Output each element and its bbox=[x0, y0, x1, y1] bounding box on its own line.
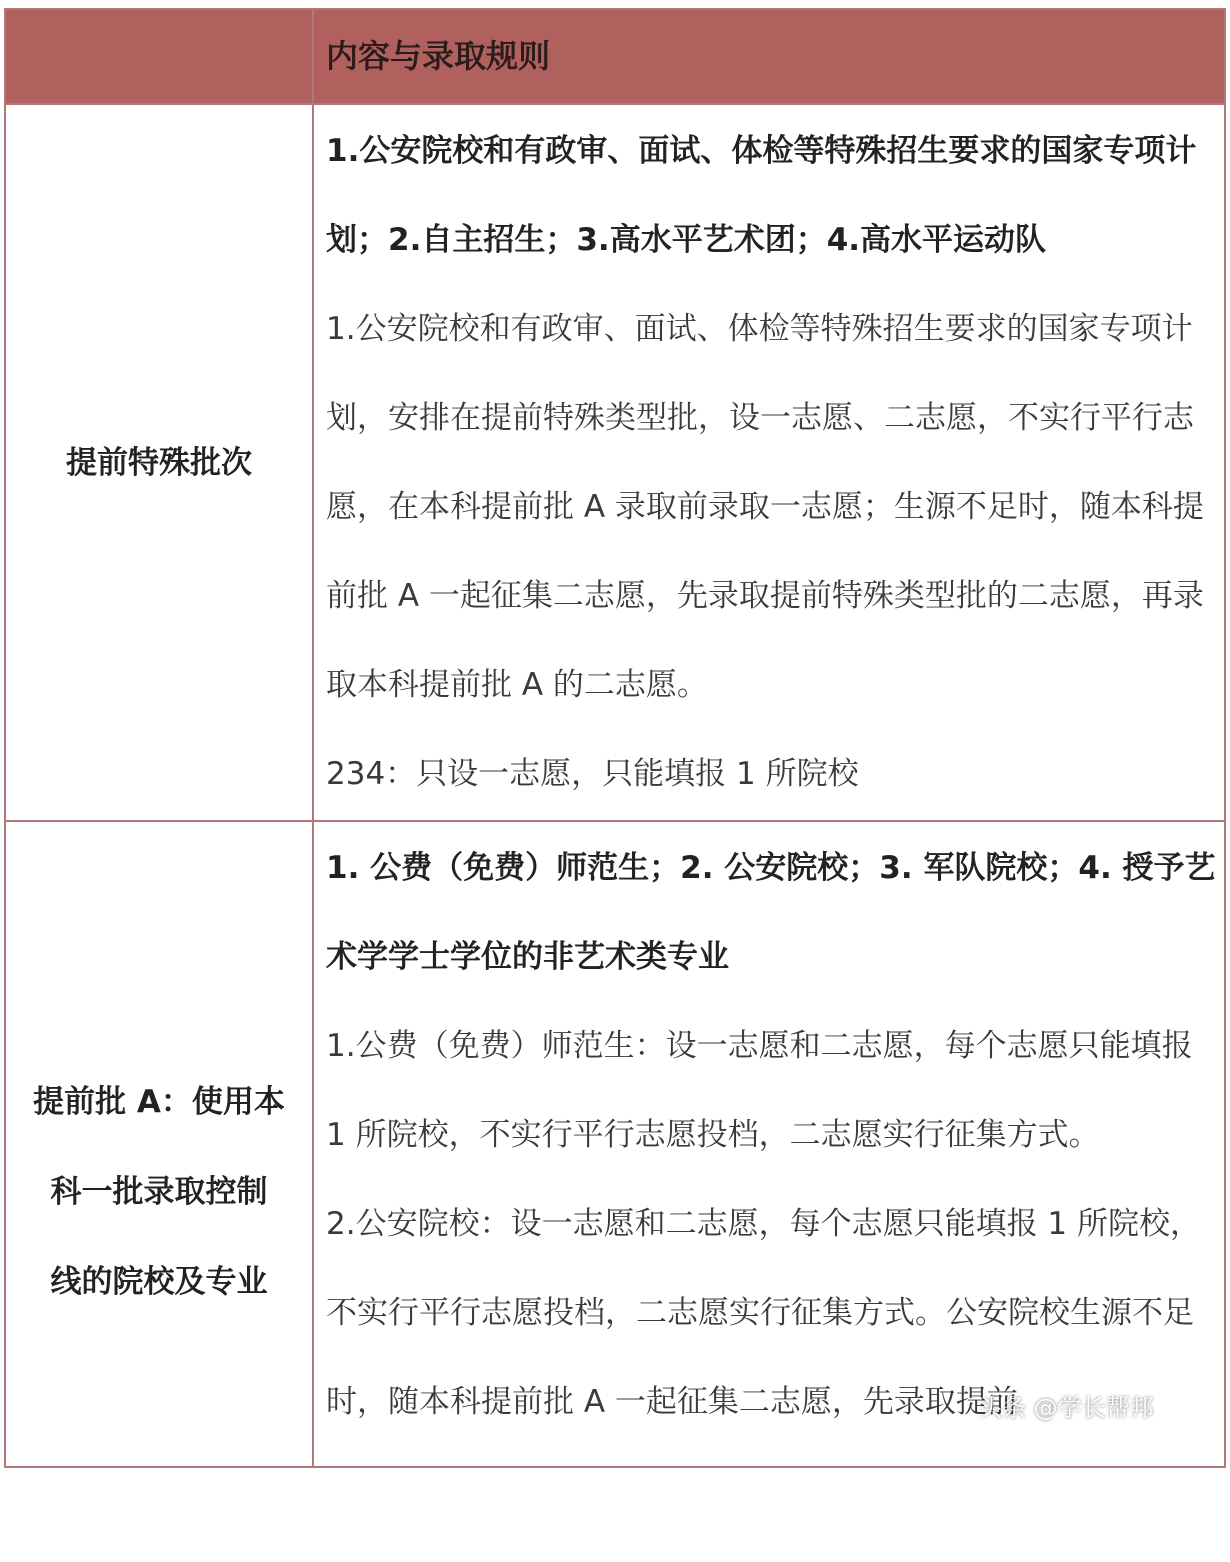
row-label-text: 提前特殊批次 bbox=[66, 444, 252, 481]
row-label-line: 提前批 A：使用本 bbox=[33, 1084, 285, 1120]
row-label-line: 科一批录取控制 bbox=[50, 1174, 268, 1210]
row-content-early-a bbox=[326, 824, 1216, 1447]
column-divider bbox=[312, 10, 314, 1466]
table-header bbox=[6, 10, 1224, 103]
admission-rules-table bbox=[4, 8, 1226, 1468]
row-title: 1.公安院校和有政审、面试、体检等特殊招生要求的国家专项计划；2.自主招生；3.高水平艺术团；4.高水平运动队 bbox=[326, 133, 1197, 258]
row-paragraph: 1.公安院校和有政审、面试、体检等特殊招生要求的国家专项计划，安排在提前特殊类型批，设一志愿、二志愿，不实行平行志愿，在本科提前批 A 录取前录取一志愿；生源不足时，随本科提前批 A 一起征集二志愿，先录取提前特殊类型批的二志愿，再录取本科提前批 A 的二志愿。 bbox=[326, 311, 1204, 703]
row-label-early-a bbox=[6, 822, 312, 1562]
row-title: 1. 公费（免费）师范生；2. 公安院校；3. 军队院校；4. 授予艺术学学士学位的非艺术类专业 bbox=[326, 850, 1216, 975]
header-content-rules: 内容与录取规则 bbox=[326, 37, 551, 75]
row-paragraph: 2.公安院校：设一志愿和二志愿，每个志愿只能填报 1 所院校，不实行平行志愿投档，二志愿实行征集方式。公安院校生源不足时，随本科提前批 A 一起征集二志愿，先录取提前 bbox=[326, 1206, 1202, 1420]
row-paragraph: 234：只设一志愿，只能填报 1 所院校 bbox=[326, 756, 859, 792]
row-content-early-special bbox=[326, 107, 1216, 819]
row-paragraph: 1.公费（免费）师范生：设一志愿和二志愿，每个志愿只能填报 1 所院校，不实行平行志愿投档，二志愿实行征集方式。 bbox=[326, 1028, 1193, 1153]
source-watermark: 头条 @学长帮邦 bbox=[978, 1394, 1154, 1422]
row-label-line: 线的院校及专业 bbox=[50, 1264, 268, 1300]
row-label-early-special bbox=[6, 105, 312, 820]
